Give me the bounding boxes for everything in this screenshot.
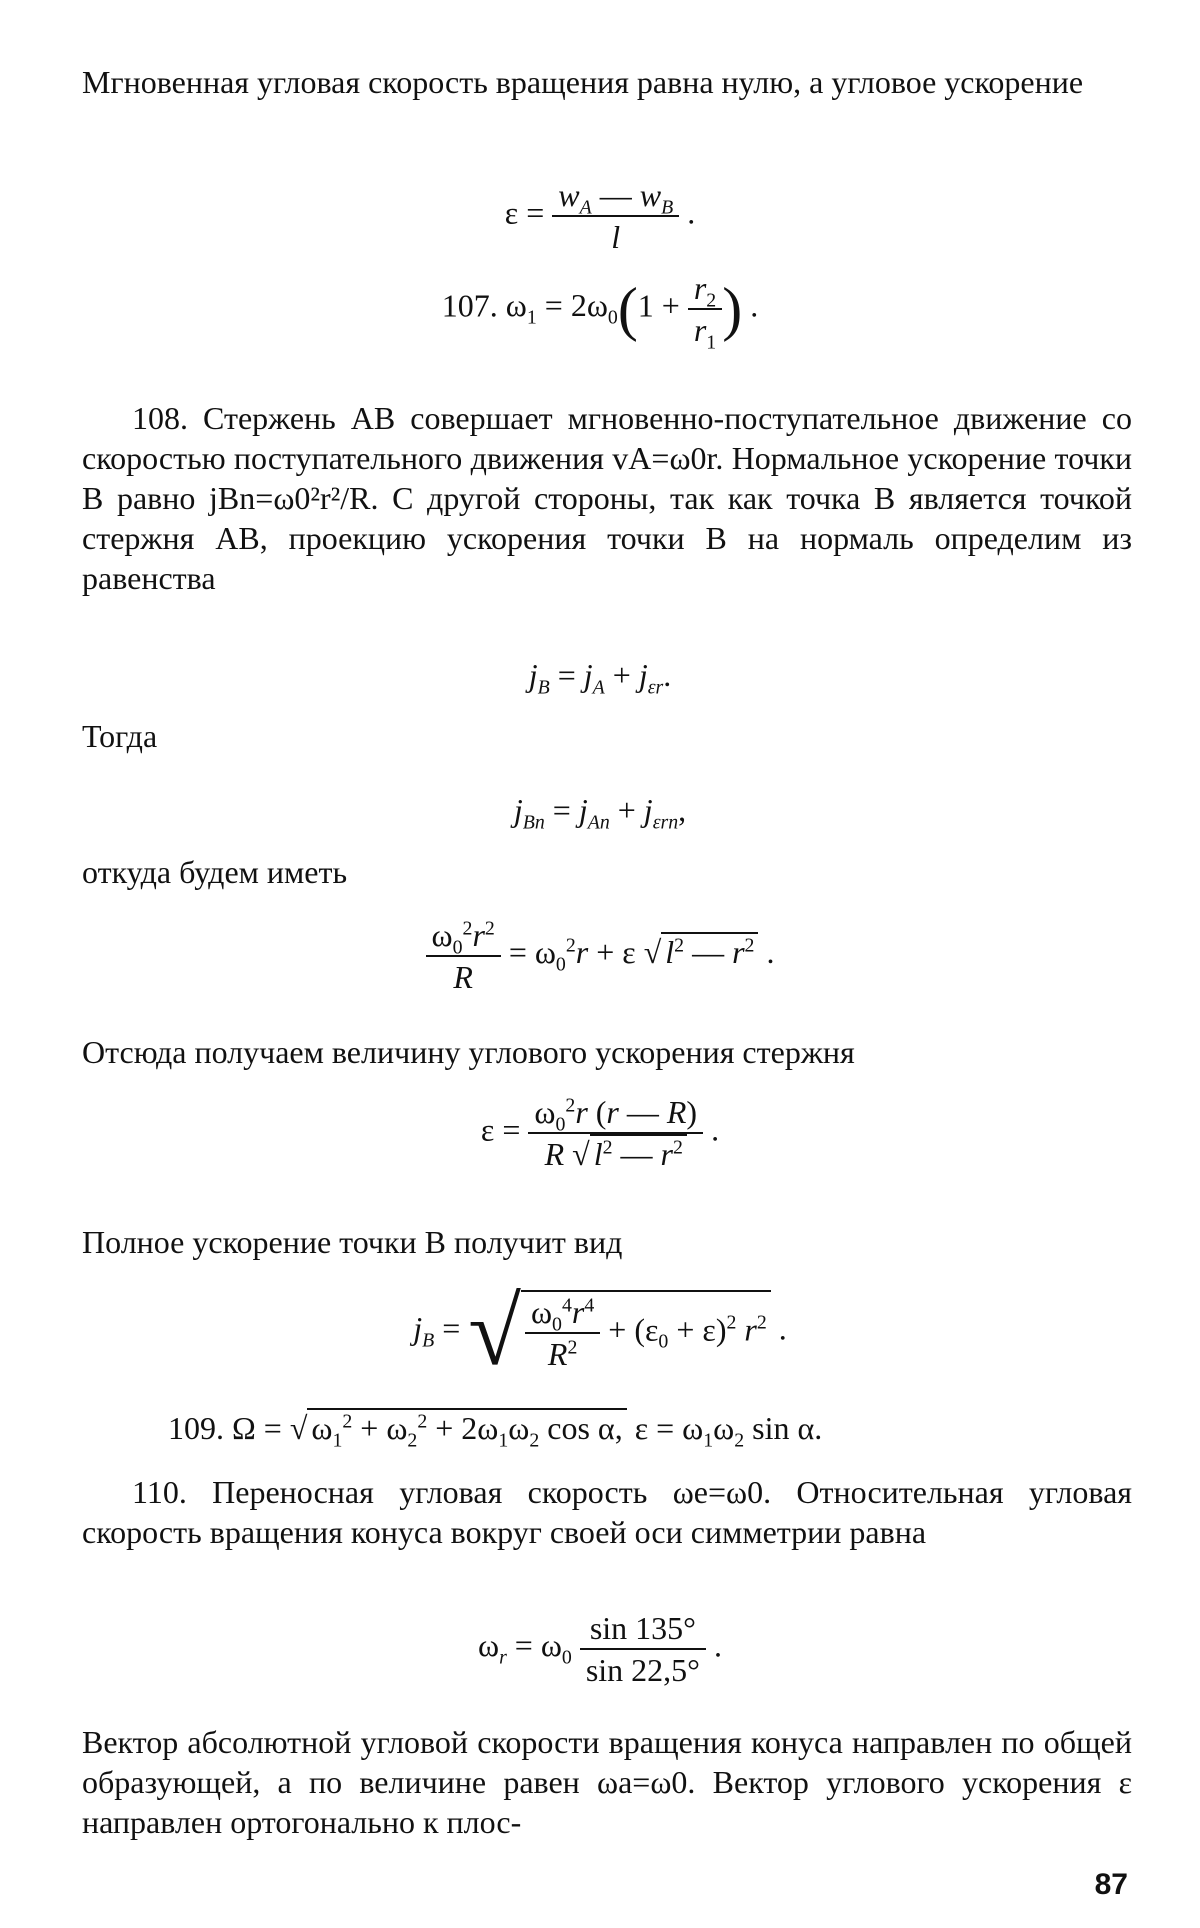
paragraph-110: 110. Переносная угловая скорость ωe=ω0. Относительная угловая скорость вращения конуса вокруг своей оси симметрии равна: [82, 1474, 1132, 1550]
equation-epsilon-2: ε = $\frac{\omega_0^2r (r — R)}{R √ l^2 — r^2}$ .: [480, 1094, 720, 1172]
equation-jbn: $j_{Bn} = j_{An} + j_{\varepsilon rn}$,: [513, 792, 687, 834]
equation-omega-r: $\omega_r = \omega_0$ $\frac{\sin 135^\circ}{\sin 22,5^\circ}$ .: [478, 1610, 722, 1688]
equation-jb-vector: $j_B = j_A + j_{\varepsilon r}$.: [528, 657, 672, 699]
equation-epsilon-1: ε = $\frac{w_A — w_B}{l}$ .: [504, 177, 696, 255]
paragraph-full: Полное ускорение точки B получит вид: [82, 1224, 623, 1260]
equation-107: 107. $\omega_1 = 2\omega_0(1$ + $\frac{r_2}{r_1}$ ) .: [441, 270, 759, 354]
paragraph-final: Вектор абсолютной угловой скорости вращения конуса направлен по общей образующей, а по величине равен ωa=ω0. Вектор углового ускорения ε направлен ортогонально к плос-: [82, 1724, 1132, 1840]
equation-jb-full: $j_B$ = √ $\frac{\omega_0^4r^4}{R^2}$ + $(\varepsilon_0 + \varepsilon)^2$ $r^2$ .: [413, 1278, 787, 1385]
equation-109: 109. Ω = √ $\omega_1^2 + \omega_2^2 + 2\omega_1\omega_2$ cos α, $\varepsilon = \omega_1\omega_2$ sin α.: [168, 1410, 823, 1452]
paragraph-hence: Отсюда получаем величину углового ускорения стержня: [82, 1034, 855, 1070]
paragraph-then: Тогда: [82, 718, 158, 754]
equation-normal-projection: $\frac{\omega_0^2r^2}{R}$ = $\omega_0^2r + \varepsilon$ √ $l^2$ — $r^2$ .: [0, 915, 1200, 997]
page-number: 87: [1094, 1868, 1128, 1901]
paragraph-intro: Мгновенная угловая скорость вращения равна нулю, а угловое ускорение: [82, 64, 1084, 100]
paragraph-whence: откуда будем иметь: [82, 854, 348, 890]
problem-number-107: 107.: [441, 287, 498, 324]
paragraph-108: 108. Стержень AB совершает мгновенно-поступательное движение со скоростью поступательного движения vA=ω0r. Нормальное ускорение точки B равно jBn=ω0²r²/R. С другой стороны, так как точка B является точкой стержня AB, проекцию ускорения точки B на нормаль определим из равенства: [82, 400, 1132, 596]
problem-number-109: 109.: [168, 1410, 224, 1446]
